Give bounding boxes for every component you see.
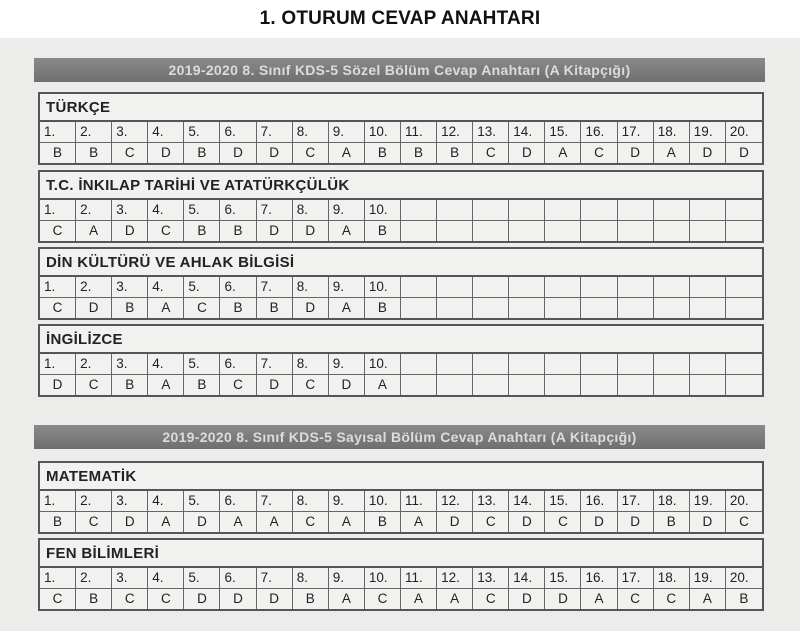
answer-cell: D [509,512,545,532]
answer-cell: B [401,143,437,163]
question-number-row [40,568,762,589]
question-number-cell: 6. [220,200,256,220]
answer-cell: C [220,375,256,395]
answer-cell: B [365,512,401,532]
answer-cell: A [148,298,184,318]
question-number-cell [581,200,617,220]
answer-cell: C [40,221,76,241]
question-number-cell: 15. [545,568,581,588]
page-title: 1. OTURUM CEVAP ANAHTARI [259,8,541,29]
answer-cell: A [654,143,690,163]
question-number-cell: 20. [729,570,749,585]
question-number-cell: 9. [329,491,365,511]
answer-cell: B [437,143,473,163]
answer-cell: D [437,512,473,532]
question-number-cell: 4. [148,277,184,297]
answer-cell: D [690,143,726,163]
answer-cell [437,375,473,395]
question-number-cell: 2. [76,491,112,511]
question-number-cell [509,277,545,297]
answer-cell [690,298,726,318]
section-din-kulturu [38,247,764,320]
question-number-cell: 12. [437,568,473,588]
question-number-cell: 4. [148,200,184,220]
answer-cell [726,375,762,395]
answer-cell: B [184,143,220,163]
question-number-cell [581,354,617,374]
answer-cell: C [148,221,184,241]
section-title: DİN KÜLTÜRÜ VE AHLAK BİLGİSİ [40,249,762,277]
question-number-cell: 20. [729,493,749,508]
answer-row [40,221,762,241]
question-number-cell: 3. [112,354,148,374]
answer-cell [581,221,617,241]
answer-cell: D [220,143,256,163]
answer-cell: A [545,143,581,163]
section-ingilizce [38,324,764,397]
question-number-cell: 10. [365,277,401,297]
question-number-cell: 8. [293,568,329,588]
answer-cell: C [739,514,749,529]
answer-cell: D [581,512,617,532]
question-number-cell: 20. [729,124,749,139]
answer-cell [437,298,473,318]
answer-cell: D [618,512,654,532]
question-number-cell: 4. [148,568,184,588]
question-number-cell: 2. [76,568,112,588]
answer-cell: C [581,143,617,163]
answer-cell: B [220,298,256,318]
answer-cell: C [293,143,329,163]
question-number-cell: 13. [473,568,509,588]
question-number-cell: 14. [509,122,545,142]
question-number-cell: 10. [365,200,401,220]
question-number-cell: 2. [76,354,112,374]
answer-cell: C [654,589,690,609]
answer-cell: B [220,221,256,241]
question-number-cell: 1. [40,568,76,588]
question-number-cell: 8. [293,122,329,142]
question-number-cell: 5. [184,277,220,297]
answer-cell: B [76,143,112,163]
answer-cell: D [545,589,581,609]
answer-cell: C [365,589,401,609]
answer-cell: A [690,589,726,609]
question-number-cell: 3. [112,122,148,142]
answer-cell [401,298,437,318]
question-number-cell: 6. [220,122,256,142]
question-number-cell [690,277,726,297]
answer-cell: B [365,298,401,318]
question-number-cell [581,277,617,297]
answer-cell: D [148,143,184,163]
question-number-cell [654,200,690,220]
question-number-cell: 5. [184,354,220,374]
answer-cell: A [329,221,365,241]
section-title: T.C. İNKILAP TARİHİ VE ATATÜRKÇÜLÜK [40,172,762,200]
question-number-cell: 4. [148,354,184,374]
answer-cell: D [690,512,726,532]
question-number-cell: 7. [257,122,293,142]
question-number-cell [690,200,726,220]
answer-cell [581,298,617,318]
answer-cell [437,221,473,241]
question-number-cell: 18. [654,122,690,142]
answer-cell: B [112,375,148,395]
answer-cell: B [112,298,148,318]
question-number-cell: 2. [76,200,112,220]
question-number-cell [726,354,762,374]
answer-cell: D [509,589,545,609]
answer-cell: A [329,143,365,163]
question-number-cell: 12. [437,122,473,142]
answer-cell [581,375,617,395]
question-number-cell: 1. [40,200,76,220]
question-number-cell: 13. [473,491,509,511]
question-number-cell: 17. [618,122,654,142]
question-number-cell: 7. [257,568,293,588]
question-number-cell: 16. [581,491,617,511]
question-number-cell: 8. [293,354,329,374]
answer-cell [545,375,581,395]
answer-cell: C [473,512,509,532]
question-number-cell: 5. [184,200,220,220]
section-title: MATEMATİK [40,463,762,491]
question-number-cell: 4. [148,491,184,511]
question-number-cell: 19. [690,491,726,511]
answer-cell: B [365,221,401,241]
section-fen-bilimleri [38,538,764,611]
answer-cell: C [473,589,509,609]
question-number-cell: 15. [545,491,581,511]
answer-cell: B [184,375,220,395]
question-number-cell: 3. [112,568,148,588]
answer-cell: D [112,512,148,532]
question-number-cell: 4. [148,122,184,142]
question-number-cell: 7. [257,354,293,374]
question-number-cell: 16. [581,122,617,142]
question-number-cell: 1. [40,491,76,511]
question-number-cell [401,354,437,374]
sozel-banner: 2019-2020 8. Sınıf KDS-5 Sözel Bölüm Cevap Anahtarı (A Kitapçığı) [34,58,765,82]
answer-cell: C [112,143,148,163]
question-number-cell: 11. [401,122,437,142]
question-number-cell: 5. [184,491,220,511]
question-number-cell: 2. [76,122,112,142]
question-number-cell: 9. [329,277,365,297]
question-number-cell [473,200,509,220]
answer-cell: D [112,221,148,241]
answer-cell: C [76,375,112,395]
answer-cell: A [76,221,112,241]
question-number-row [40,354,762,375]
question-number-cell: 8. [293,277,329,297]
answer-cell [509,375,545,395]
answer-cell: C [76,512,112,532]
answer-cell [654,221,690,241]
question-number-cell: 19. [690,568,726,588]
answer-cell [654,298,690,318]
question-number-cell: 2. [76,277,112,297]
answer-cell [509,298,545,318]
answer-cell: B [365,143,401,163]
section-title: FEN BİLİMLERİ [40,540,762,568]
answer-cell [618,298,654,318]
answer-row [40,143,762,163]
answer-cell: A [257,512,293,532]
question-number-cell: 6. [220,568,256,588]
answer-cell [726,221,762,241]
answer-cell: D [76,298,112,318]
answer-cell: A [437,589,473,609]
question-number-cell: 6. [220,491,256,511]
answer-cell: B [654,512,690,532]
answer-cell [401,375,437,395]
answer-cell: B [293,589,329,609]
answer-cell [690,375,726,395]
question-number-cell [509,200,545,220]
question-number-cell [618,277,654,297]
answer-cell: D [293,298,329,318]
question-number-cell: 6. [220,354,256,374]
question-number-cell [545,354,581,374]
question-number-cell: 7. [257,200,293,220]
question-number-cell [437,200,473,220]
answer-cell: C [618,589,654,609]
answer-cell: C [148,589,184,609]
answer-cell: A [329,298,365,318]
answer-cell: A [148,512,184,532]
answer-cell: A [581,589,617,609]
answer-cell: D [257,143,293,163]
question-number-cell [726,200,762,220]
answer-cell: C [40,298,76,318]
question-number-cell: 11. [401,568,437,588]
answer-cell [545,298,581,318]
question-number-cell: 7. [257,277,293,297]
answer-cell: B [739,591,749,606]
question-number-cell: 9. [329,122,365,142]
answer-cell: D [257,589,293,609]
question-number-cell [618,200,654,220]
question-number-cell: 19. [690,122,726,142]
answer-cell: D [40,375,76,395]
question-number-cell: 14. [509,568,545,588]
section-title: İNGİLİZCE [40,326,762,354]
answer-cell [690,221,726,241]
answer-cell [509,221,545,241]
question-number-cell [726,277,762,297]
answer-row [40,512,762,532]
answer-cell: A [401,512,437,532]
answer-cell: D [257,221,293,241]
answer-cell [473,375,509,395]
answer-cell: C [545,512,581,532]
question-number-row [40,491,762,512]
answer-row [40,589,762,609]
question-number-cell [545,277,581,297]
answer-cell: A [220,512,256,532]
question-number-cell: 5. [184,568,220,588]
answer-cell [618,221,654,241]
answer-cell: D [739,145,749,160]
answer-cell: C [473,143,509,163]
section-matematik [38,461,764,534]
answer-cell [473,221,509,241]
question-number-cell: 7. [257,491,293,511]
question-number-cell: 11. [401,491,437,511]
question-number-cell: 14. [509,491,545,511]
answer-cell: A [329,589,365,609]
question-number-cell [690,354,726,374]
question-number-cell: 1. [40,277,76,297]
section-turkce [38,92,764,165]
question-number-cell: 17. [618,491,654,511]
question-number-cell: 10. [365,354,401,374]
question-number-cell [509,354,545,374]
question-number-cell: 10. [365,491,401,511]
answer-cell [726,298,762,318]
answer-cell: B [40,512,76,532]
section-inkilap [38,170,764,243]
question-number-row [40,122,762,143]
answer-row [40,298,762,318]
answer-cell: D [329,375,365,395]
answer-cell: A [365,375,401,395]
answer-cell: C [184,298,220,318]
answer-cell: C [293,375,329,395]
answer-cell: B [40,143,76,163]
answer-cell: A [401,589,437,609]
answer-cell: C [293,512,329,532]
answer-cell: A [329,512,365,532]
question-number-cell: 5. [184,122,220,142]
answer-cell: D [293,221,329,241]
answer-cell: D [184,589,220,609]
answer-cell: D [184,512,220,532]
question-number-cell: 1. [40,354,76,374]
question-number-cell [437,354,473,374]
question-number-cell: 8. [293,200,329,220]
answer-cell: B [257,298,293,318]
question-number-cell: 9. [329,200,365,220]
question-number-cell: 8. [293,491,329,511]
section-title: TÜRKÇE [40,94,762,122]
question-number-cell: 18. [654,568,690,588]
question-number-cell [654,354,690,374]
answer-cell [473,298,509,318]
question-number-cell: 13. [473,122,509,142]
answer-cell: D [220,589,256,609]
question-number-cell: 1. [40,122,76,142]
answer-cell: A [148,375,184,395]
question-number-cell: 10. [365,122,401,142]
question-number-cell: 3. [112,491,148,511]
question-number-cell [437,277,473,297]
answer-cell: B [76,589,112,609]
question-number-cell: 6. [220,277,256,297]
answer-cell [545,221,581,241]
question-number-cell [401,200,437,220]
answer-cell: D [509,143,545,163]
question-number-cell [401,277,437,297]
question-number-cell: 12. [437,491,473,511]
question-number-row [40,200,762,221]
question-number-cell: 10. [365,568,401,588]
answer-cell: D [257,375,293,395]
answer-cell: D [618,143,654,163]
answer-row [40,375,762,395]
question-number-cell: 3. [112,277,148,297]
question-number-cell [654,277,690,297]
question-number-cell: 3. [112,200,148,220]
question-number-cell [618,354,654,374]
question-number-cell [473,354,509,374]
question-number-cell [545,200,581,220]
answer-cell: B [184,221,220,241]
answer-cell [401,221,437,241]
answer-cell: C [40,589,76,609]
question-number-cell: 9. [329,568,365,588]
question-number-cell: 17. [618,568,654,588]
sayisal-banner: 2019-2020 8. Sınıf KDS-5 Sayısal Bölüm Cevap Anahtarı (A Kitapçığı) [34,425,765,449]
answer-cell: C [112,589,148,609]
question-number-cell [473,277,509,297]
question-number-cell: 9. [329,354,365,374]
answer-cell [618,375,654,395]
question-number-cell: 18. [654,491,690,511]
question-number-cell: 15. [545,122,581,142]
answer-cell [654,375,690,395]
question-number-row [40,277,762,298]
question-number-cell: 16. [581,568,617,588]
